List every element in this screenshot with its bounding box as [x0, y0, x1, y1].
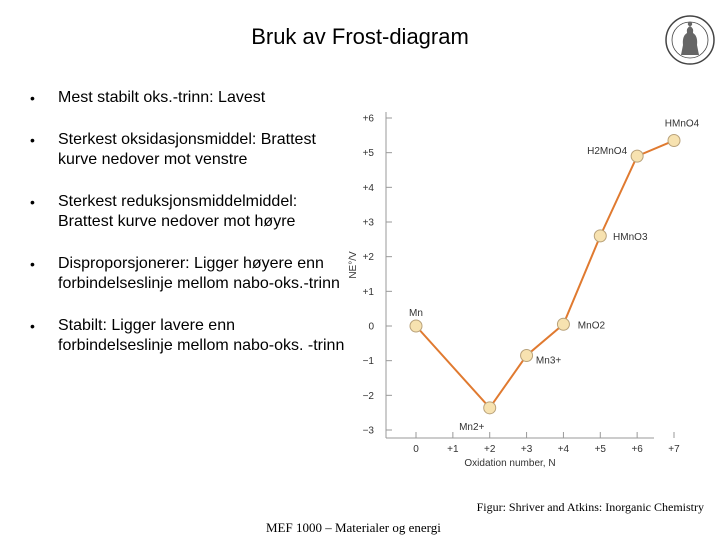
x-tick-label: +1: [447, 444, 459, 455]
y-tick-label: +1: [362, 286, 374, 298]
point-label: HMnO4: [664, 118, 700, 130]
bullet-item: [30, 192, 350, 232]
bullet-glyph: •: [30, 318, 35, 334]
data-point: [594, 230, 606, 242]
bullet-text: Sterkest reduksjonsmiddelmiddel: Brattest kurve nedover mot høyre: [58, 193, 298, 230]
data-point: [668, 135, 680, 147]
series-line: [416, 141, 674, 408]
bullet-list: [30, 88, 350, 356]
y-tick-label: +2: [362, 252, 374, 264]
x-tick-label: +6: [631, 444, 643, 455]
bullet-text: Mest stabilt oks.-trinn: Lavest: [58, 89, 266, 106]
point-label: MnO2: [577, 320, 606, 332]
frost-diagram-chart: [340, 100, 700, 470]
bullet-text: Sterkest oksidasjonsmiddel: Brattest kurve nedover mot venstre: [58, 131, 316, 168]
x-tick-label: +5: [594, 444, 606, 455]
y-tick-label: +3: [362, 217, 374, 229]
bullet-item: [30, 130, 350, 170]
slide-title: Bruk av Frost-diagram: [251, 24, 469, 49]
data-point: [557, 318, 569, 330]
data-point: [484, 402, 496, 414]
data-point: [521, 349, 533, 361]
x-tick-label: +7: [668, 444, 680, 455]
bullet-glyph: •: [30, 132, 35, 148]
point-label: Mn: [409, 308, 423, 319]
bullet-item: [30, 254, 350, 294]
y-tick-label: −1: [362, 356, 374, 368]
bullet-item: [30, 316, 350, 356]
bullet-glyph: •: [30, 256, 35, 272]
footer-text: MEF 1000 – Materialer og energi: [266, 520, 441, 535]
y-tick-label: +5: [362, 148, 374, 160]
y-tick-label: −2: [362, 390, 374, 402]
y-tick-label: −3: [362, 425, 374, 437]
bullet-text: Stabilt: Ligger lavere enn forbindelseslinje mellom nabo-oks. -trinn: [58, 317, 345, 354]
bullet-glyph: •: [30, 90, 35, 106]
point-label: HMnO3: [613, 231, 648, 243]
university-seal-logo: [664, 10, 716, 70]
bullet-item: [30, 88, 350, 108]
point-label: Mn3+: [535, 355, 562, 367]
data-point: [631, 150, 643, 162]
bullet-glyph: •: [30, 194, 35, 210]
y-tick-label: +6: [362, 113, 374, 125]
figure-caption: Figur: Shriver and Atkins: Inorganic Chemistry: [476, 500, 704, 514]
y-tick-label: 0: [368, 321, 374, 333]
x-tick-label: 0: [413, 444, 419, 455]
point-label: H2MnO4: [587, 146, 628, 158]
x-axis-label: Oxidation number, N: [464, 458, 556, 469]
y-tick-label: +4: [362, 182, 374, 194]
bullet-text: Disproporsjonerer: Ligger høyere enn forbindelseslinje mellom nabo-oks.-trinn: [58, 255, 340, 292]
y-axis-label: NE°/V: [348, 251, 359, 279]
x-tick-label: +4: [557, 444, 570, 455]
point-label: Mn2+: [459, 421, 485, 433]
data-point: [410, 320, 422, 332]
x-tick-label: +3: [520, 444, 533, 455]
x-tick-label: +2: [484, 444, 496, 455]
